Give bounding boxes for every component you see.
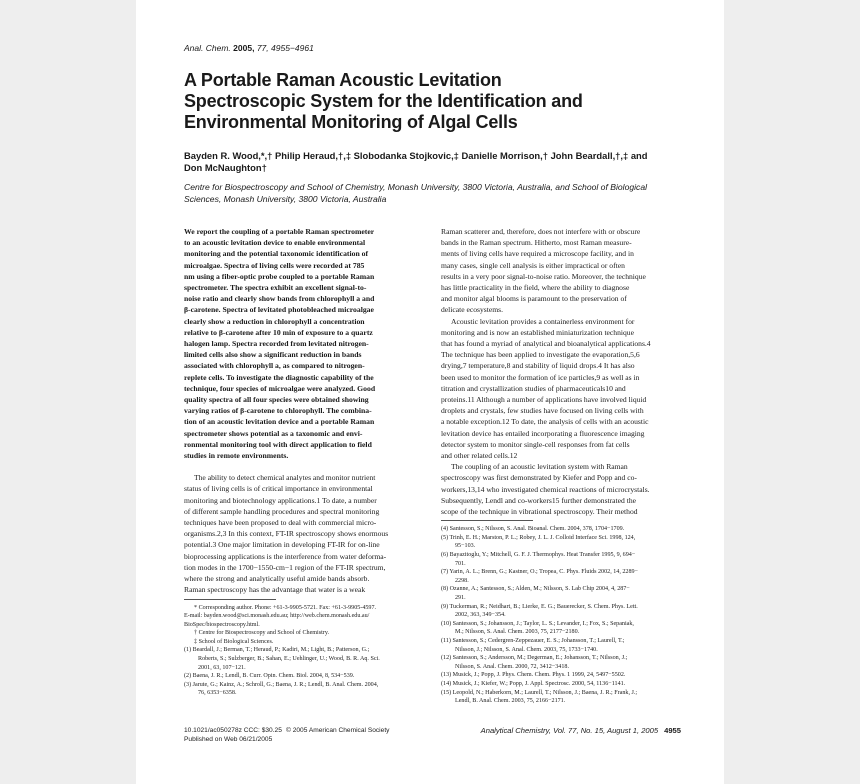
reference-line: 2001, 63, 107−121. <box>198 664 246 671</box>
published-date: Published on Web 06/21/2005 <box>184 735 273 743</box>
abstract-line: associated with chlorophyll a, as compared to nitrogen- <box>184 361 365 371</box>
body-line: bands in the Raman spectrum. Hitherto, most Raman measure- <box>441 238 632 248</box>
reference-line: Lendl, B. Anal. Chem. 2003, 75, 2166−2171. <box>455 698 566 705</box>
reference-line: (5) Trinh, E. H.; Marston, P. L.; Robey, J. L. J. Colloid Interface Sci. 1998, 124, <box>441 534 636 541</box>
reference-line: 2298. <box>455 577 469 584</box>
body-line: The coupling of an acoustic levitation system with Raman <box>451 462 628 472</box>
abstract-line: varying ratios of β-carotene to chlorophyll. The combina- <box>184 406 372 416</box>
left-column <box>184 226 430 698</box>
author-list <box>184 150 684 174</box>
doi: 10.1021/ac050278z CCC: $30.25 <box>184 727 282 734</box>
body-line: delicate ecosystems. <box>441 305 503 315</box>
body-line: proteins.11 Although a number of applications have involved liquid <box>441 395 647 405</box>
body-line: has little practicality in the field, where the ability to diagnose <box>441 283 630 293</box>
article-title <box>184 70 684 133</box>
body-line: drying,7 temperature,8 and stability of liquid drops.4 It has also <box>441 361 635 371</box>
affiliation-line: Centre for Biospectroscopy and School of Chemistry, Monash University, 3800 Victoria, Australia, and School of Biological <box>184 182 648 192</box>
body-line: monitoring and is now an established miniaturization technique <box>441 327 634 337</box>
journal-year: 2005, <box>233 43 255 53</box>
reference-line: 2002, 363, 349−354. <box>455 612 506 619</box>
author-line: Bayden R. Wood,*,† Philip Heraud,†,‡ Slobodanka Stojkovic,‡ Danielle Morrison,† John Beardall,†,‡ and <box>184 150 648 161</box>
reference-line: (4) Santesson, S.; Nilsson, S. Anal. Bioanal. Chem. 2004, 378, 1704−1709. <box>441 526 625 533</box>
reference-line: (8) Ozanne, A.; Santesson, S.; Alden, M.; Nilsson, S. Lab Chip 2004, 4, 287− <box>441 586 630 593</box>
references-right <box>441 525 681 705</box>
abstract-line: quality spectra of all four species were obtained showing <box>184 395 369 405</box>
references-left <box>184 646 430 698</box>
abstract-line: studies in remote environments. <box>184 451 289 461</box>
reference-line: (7) Yarin, A. L.; Brenn, G.; Kastner, O.; Tropea, C. Phys. Fluids 2002, 14, 2289− <box>441 569 639 576</box>
abstract-line: We report the coupling of a portable Raman spectrometer <box>184 227 375 236</box>
body-line: levitation device has entailed incorporating a fluorescence imaging <box>441 428 645 438</box>
abstract-line: replete cells. To investigate the diagnostic capability of the <box>184 372 374 382</box>
body-line: Subsequently, Lendl and co-workers15 further demonstrated the <box>441 495 636 505</box>
journal-footer <box>466 726 681 735</box>
reference-line: 701. <box>455 560 466 567</box>
body-line: results in a very poor signal-to-noise ratio. Moreover, the technique <box>441 271 646 281</box>
footnote-line: BioSpec/biospectroscopy.html. <box>184 621 260 628</box>
intro-line: of different sample handling procedures and spectral monitoring <box>184 506 380 516</box>
abstract-line: monitoring and the potential taxonomic identification of <box>184 249 369 259</box>
intro-line: organisms.2,3 In this context, FT-IR spectroscopy shows enormous <box>184 529 389 539</box>
body-line: Raman scatterer and, therefore, does not interfere with or obscure <box>441 227 641 236</box>
abstract-line: to an acoustic levitation device to enable environmental <box>184 238 366 248</box>
body-line: workers,13,14 who investigated chemical reactions of microcrystals. <box>441 484 650 494</box>
footnotes <box>184 604 430 647</box>
body-line: spectroscopy was first demonstrated by Kiefer and Popp and co- <box>441 473 637 483</box>
reference-line: (15) Leopold, N.; Haberkorn, M.; Laurell, T.; Nilsson, J.; Baena, J. R.; Frank, J.; <box>441 689 638 696</box>
right-column <box>441 226 681 706</box>
journal-pages: 4955−4961 <box>271 43 314 53</box>
journal-issue: Analytical Chemistry, Vol. 77, No. 15, August 1, 2005 <box>480 726 659 735</box>
copyright: © 2005 American Chemical Society <box>286 727 390 734</box>
journal-citation <box>184 43 314 53</box>
body-line: and other related cells.12 <box>441 451 518 461</box>
body-line: and monitor algal blooms is paramount to the preservation of <box>441 294 627 304</box>
intro-line: Raman spectroscopy has the advantage that water is a weak <box>184 585 366 595</box>
abstract-line: spectrometer shows potential as a taxonomic and envi- <box>184 428 363 438</box>
reference-line: (6) Bayazitoglu, Y.; Mitchell, G. F. J. Thermophys. Heat Transfer 1995, 9, 694− <box>441 552 636 559</box>
body-line: droplets and crystals, few studies have focused on living cells with <box>441 406 644 416</box>
footnote-line: † Centre for Biospectroscopy and School of Chemistry. <box>194 630 329 637</box>
page-number: 4955 <box>664 726 681 735</box>
abstract-line: nm using a fiber-optic probe coupled to a portable Raman <box>184 271 375 281</box>
reference-line: (1) Beardall, J.; Berman, T.; Heraud, P.; Kadiri, M.; Light, B.; Patterson, G.; <box>184 647 370 654</box>
intro-line: monitoring and biotechnology applications.1 To date, a number <box>184 495 377 505</box>
reference-line: 76, 6353−6358. <box>198 690 237 697</box>
title-line: A Portable Raman Acoustic Levitation <box>184 70 502 90</box>
reference-line: (13) Musick, J.; Popp, J. Phys. Chem. Chem. Phys. 1 1999, 24, 5497−5502. <box>441 672 626 679</box>
journal-volume: 77, <box>256 43 269 53</box>
abstract-line: spectrometer. The spectra exhibit an excellent signal-to- <box>184 283 367 293</box>
body-line: that has found a myriad of analytical and bioanalytical applications.4 <box>441 339 651 349</box>
reference-line: M.; Nilsson, S. Anal. Chem. 2003, 75, 2177−2180. <box>455 629 580 636</box>
abstract <box>184 226 430 461</box>
body-line: been used to monitor the formation of ice particles,9 as well as in <box>441 372 640 382</box>
footnote-line: * Corresponding author. Phone: +61-3-9905-5721. Fax: +61-3-9905-4597. <box>194 604 377 611</box>
abstract-line: limited cells also show a significant reduction in bands <box>184 350 362 360</box>
body-line: The technique has been applied to investigate the evaporation,5,6 <box>441 350 640 360</box>
reference-line: (10) Santesson, S.; Johansson, J.; Taylor, L. S.; Levander, I.; Fox, S.; Sepaniak, <box>441 620 634 627</box>
reference-line: (12) Santesson, S.; Andersson, M.; Degerman, E.; Johansson, T.; Nilsson, J.; <box>441 655 628 662</box>
intro-line: The ability to detect chemical analytes and monitor nutrient <box>194 473 376 483</box>
abstract-line: clearly show a reduction in chlorophyll a concentration <box>184 316 365 326</box>
intro-line: potential.3 One major limitation in developing FT-IR for on-line <box>184 540 380 550</box>
body-line: titration and crystallization studies of pharmaceuticals10 and <box>441 383 626 393</box>
introduction <box>184 472 430 595</box>
body-text-right <box>441 226 681 517</box>
body-line: ments of living cells have required a microscope facility, and in <box>441 249 634 259</box>
doi-block <box>184 727 282 744</box>
reference-line: (3) Jarute, G.; Kainz, A.; Schroll, G.; Baena, J. R.; Lendl, B. Anal. Chem. 2004, <box>184 681 379 688</box>
abstract-line: microalgae. Spectra of living cells were recorded at 785 <box>184 260 365 270</box>
intro-line: bioprocessing applications is the interference from water deforma- <box>184 551 387 561</box>
abstract-line: technique, four species of microalgae were analyzed. Good <box>184 383 376 393</box>
body-line: a notable exception.12 To date, the analysis of cells with an acoustic <box>441 417 649 427</box>
abstract-line: halogen lamp. Spectra recorded from levitated nitrogen- <box>184 339 369 349</box>
abstract-line: ronmental monitoring tool with direct application to field <box>184 439 372 449</box>
title-line: Environmental Monitoring of Algal Cells <box>184 112 518 132</box>
journal-name: Anal. Chem. <box>184 43 231 53</box>
reference-line: Roberts, S.; Sulzberger, B.; Sahan, E.; Uehlinger, U.; Wood, B. R. Aq. Sci. <box>198 656 380 663</box>
reference-line: 291. <box>455 595 466 602</box>
article-page <box>136 0 724 784</box>
abstract-line: tion of an acoustic levitation device and a portable Raman <box>184 417 375 427</box>
intro-line: techniques have been proposed to deal with commercial micro- <box>184 518 377 528</box>
reference-line: (9) Tuckerman, R.; Neidhart, B.; Lierke, E. G.; Bauerecker, S. Chem. Phys. Lett. <box>441 603 638 610</box>
author-line: Don McNaughton† <box>184 162 267 173</box>
body-line: Acoustic levitation provides a containerless environment for <box>451 316 635 326</box>
footnote-divider <box>184 599 276 600</box>
reference-line: (14) Musick, J.; Kiefer, W.; Popp, J. Appl. Spectrosc. 2000, 54, 1136−1141. <box>441 680 626 687</box>
title-line: Spectroscopic System for the Identification and <box>184 91 583 111</box>
reference-line: (11) Santesson, S.; Cedergren-Zeppezauer, E. S.; Johansson, T.; Laurell, T.; <box>441 638 625 644</box>
intro-line: where the strong and analytically useful amide bands absorb. <box>184 574 370 584</box>
affiliations <box>184 181 684 205</box>
abstract-line: noise ratio and clearly show bands from chlorophyll a and <box>184 294 375 304</box>
body-line: detector system to monitor single-cell responses from fat cells <box>441 439 630 449</box>
body-line: many cases, single cell analysis is either impractical or often <box>441 260 625 270</box>
footnote-line: ‡ School of Biological Sciences. <box>194 638 274 645</box>
abstract-line: relative to β-carotene after 10 min of exposure to a quartz <box>184 327 373 337</box>
reference-line: 95−103. <box>455 543 476 550</box>
reference-line: Nilsson, J.; Nilsson, S. Anal. Chem. 2003, 75, 1733−1740. <box>455 646 598 653</box>
abstract-line: β-carotene. Spectra of levitated photobleached microalgae <box>184 305 374 315</box>
reference-line: Nilsson, S. Anal. Chem. 2000, 72, 3412−3418. <box>455 663 569 670</box>
body-line: scope of the technique in vibrational spectroscopy. Their method <box>441 507 638 517</box>
references-divider <box>441 520 533 521</box>
intro-line: tion modes in the 1700−1550-cm−1 region of the FT-IR spectrum, <box>184 562 386 572</box>
reference-line: (2) Baena, J. R.; Lendl, B. Curr. Opin. Chem. Biol. 2004, 8, 534−539. <box>184 673 355 680</box>
affiliation-line: Sciences, Monash University, 3800 Victoria, Australia <box>184 194 387 204</box>
footnote-line: E-mail: bayden.wood@sci.monash.edu.au; http://web.chem.monash.edu.au/ <box>184 613 370 620</box>
intro-line: status of living cells is of critical importance in environmental <box>184 484 373 494</box>
